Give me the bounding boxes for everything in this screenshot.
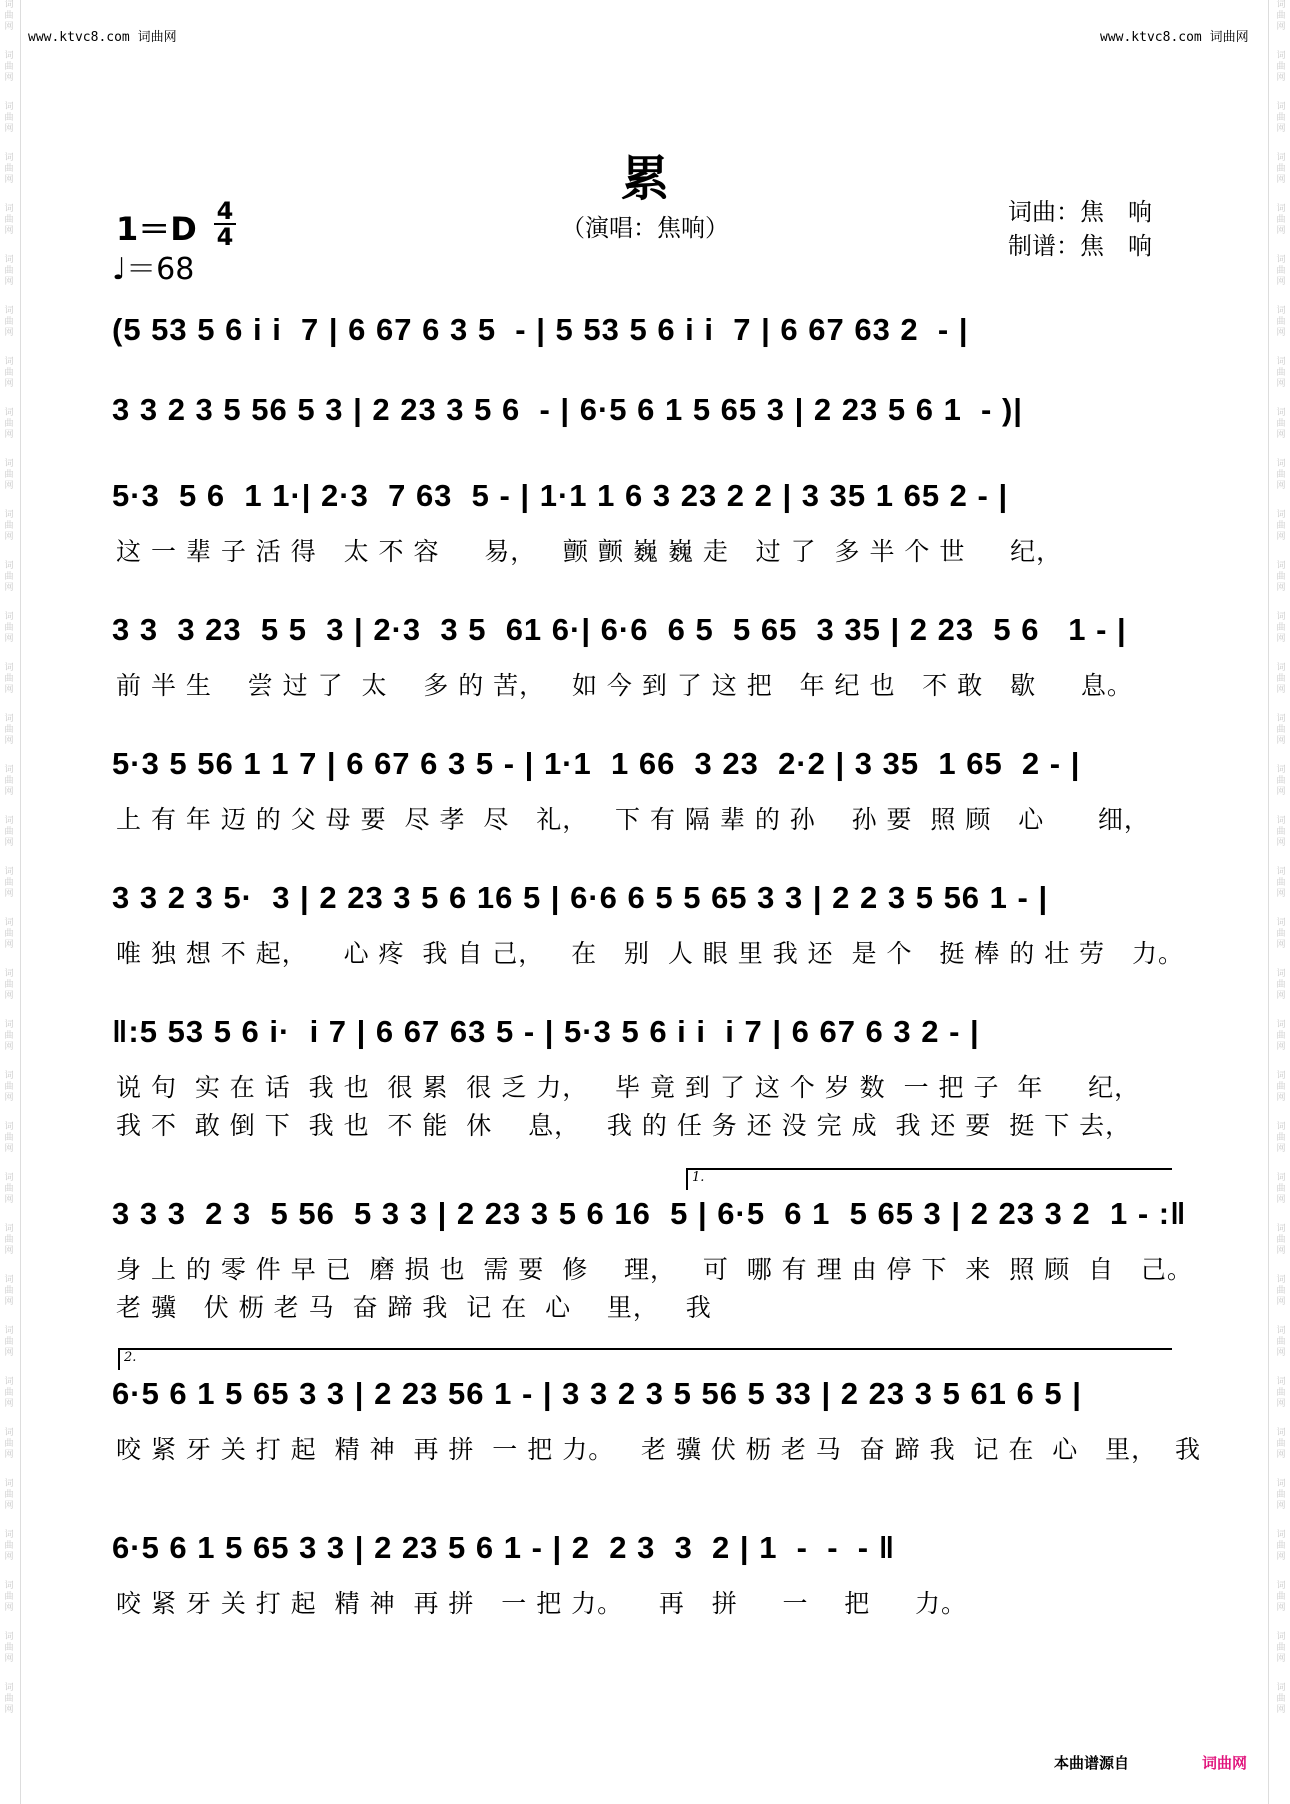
- side-watermark-mark: 词 曲 网: [4, 1275, 14, 1307]
- credit-lyrics-music: 词曲：焦 响: [1008, 198, 1152, 226]
- notation-row: 6·5 6 1 5 65 3 3 | 2 23 5 6 1 - | 2 2 3 3 2 | 1 - - - ‖: [112, 1530, 896, 1565]
- site-header-right[interactable]: www.ktvc8.com 词曲网: [1100, 30, 1249, 45]
- side-watermark-mark: 词 曲 网: [4, 765, 14, 797]
- side-watermark-mark: 词 曲 网: [1276, 1683, 1286, 1715]
- side-watermark-left: [2, 0, 16, 1804]
- notation-row: 5·3 5 6 1 1·| 2·3 7 63 5 - | 1·1 1 6 3 23 2 2 | 3 35 1 65 2 - |: [112, 478, 1009, 513]
- side-watermark-mark: 词 曲 网: [1276, 1479, 1286, 1511]
- side-watermark-mark: 词 曲 网: [1276, 1326, 1286, 1358]
- side-watermark-mark: 词 曲 网: [4, 1632, 14, 1664]
- side-watermark-mark: 词 曲 网: [1276, 459, 1286, 491]
- notation-row: 6·5 6 1 5 65 3 3 | 2 23 56 1 - | 3 3 2 3 5 56 5 33 | 2 23 3 5 61 6 5 |: [112, 1376, 1082, 1411]
- side-watermark-mark: 词 曲 网: [4, 1326, 14, 1358]
- side-watermark-mark: 词 曲 网: [4, 1581, 14, 1613]
- side-watermark-mark: 词 曲 网: [4, 918, 14, 950]
- side-watermark-mark: 词 曲 网: [1276, 153, 1286, 185]
- lyric-line: 咬 紧 牙 关 打 起 精 神 再 拼 一 把 力。 再 拼 一 把 力。: [116, 1589, 968, 1618]
- side-watermark-mark: 词 曲 网: [4, 1224, 14, 1256]
- side-watermark-mark: 词 曲 网: [1276, 969, 1286, 1001]
- side-watermark-mark: 词 曲 网: [4, 459, 14, 491]
- lyric-line: 我 不 敢 倒 下 我 也 不 能 休 息， 我 的 任 务 还 没 完 成 我 还 要 挺 下 去，: [116, 1111, 1132, 1140]
- volta-number: 2.: [124, 1350, 137, 1365]
- side-watermark-mark: 词 曲 网: [4, 510, 14, 542]
- side-watermark-mark: 词 曲 网: [4, 969, 14, 1001]
- side-watermark-mark: 词 曲 网: [4, 816, 14, 848]
- side-watermark-mark: 词 曲 网: [4, 1071, 14, 1103]
- side-watermark-mark: 词 曲 网: [1276, 561, 1286, 593]
- side-watermark-mark: 词 曲 网: [1276, 1377, 1286, 1409]
- side-watermark-mark: 词 曲 网: [4, 306, 14, 338]
- side-watermark-mark: 词 曲 网: [4, 612, 14, 644]
- song-title: 累: [620, 151, 669, 207]
- side-watermark-mark: 词 曲 网: [4, 1479, 14, 1511]
- side-watermark-mark: 词 曲 网: [1276, 867, 1286, 899]
- notation-row: ‖:5 53 5 6 i· i 7 | 6 67 63 5 - | 5·3 5 6 i i i 7 | 6 67 6 3 2 - |: [112, 1014, 980, 1049]
- side-watermark-mark: 词 曲 网: [1276, 1173, 1286, 1205]
- side-watermark-mark: 词 曲 网: [1276, 765, 1286, 797]
- footer-source-site[interactable]: 词曲网: [1202, 1754, 1248, 1772]
- side-watermark-mark: 词 曲 网: [1276, 714, 1286, 746]
- side-watermark-mark: 词 曲 网: [1276, 0, 1286, 32]
- side-watermark-mark: 词 曲 网: [1276, 816, 1286, 848]
- side-watermark-mark: 词 曲 网: [1276, 510, 1286, 542]
- credit-notation: 制谱：焦 响: [1008, 232, 1152, 260]
- side-watermark-mark: 词 曲 网: [4, 663, 14, 695]
- lyric-line: 咬 紧 牙 关 打 起 精 神 再 拼 一 把 力。 老 骥 伏 枥 老 马 奋 蹄 我 记 在 心 里， 我: [116, 1435, 1202, 1464]
- lyric-line: 这 一 辈 子 活 得 太 不 容 易， 颤 颤 巍 巍 走 过 了 多 半 个 世 纪，: [116, 537, 1063, 566]
- side-watermark-mark: 词 曲 网: [4, 1683, 14, 1715]
- side-watermark-mark: 词 曲 网: [4, 1020, 14, 1052]
- time-signature-bottom: 4: [216, 223, 234, 251]
- right-margin-line: [1268, 0, 1269, 1804]
- left-margin-line: [20, 0, 21, 1804]
- side-watermark-mark: 词 曲 网: [1276, 1122, 1286, 1154]
- lyric-line: 身 上 的 零 件 早 已 磨 损 也 需 要 修 理， 可 哪 有 理 由 停 下 来 照 顾 自 己。: [116, 1255, 1193, 1284]
- notation-row: 3 3 2 3 5 56 5 3 | 2 23 3 5 6 - | 6·5 6 1 5 65 3 | 2 23 5 6 1 - )|: [112, 392, 1023, 427]
- side-watermark-mark: 词 曲 网: [1276, 918, 1286, 950]
- time-signature: [214, 197, 236, 251]
- side-watermark-mark: 词 曲 网: [4, 255, 14, 287]
- notation-row: 3 3 3 2 3 5 56 5 3 3 | 2 23 3 5 6 16 5 | 6·5 6 1 5 65 3 | 2 23 3 2 1 - :‖: [112, 1196, 1187, 1231]
- side-watermark-mark: 词 曲 网: [4, 1530, 14, 1562]
- volta-bracket: [686, 1168, 1172, 1190]
- side-watermark-mark: 词 曲 网: [1276, 663, 1286, 695]
- side-watermark-right: [1274, 0, 1288, 1804]
- side-watermark-mark: 词 曲 网: [1276, 306, 1286, 338]
- side-watermark-mark: 词 曲 网: [1276, 102, 1286, 134]
- side-watermark-mark: 词 曲 网: [1276, 1632, 1286, 1664]
- side-watermark-mark: 词 曲 网: [4, 0, 14, 32]
- side-watermark-mark: 词 曲 网: [1276, 1224, 1286, 1256]
- time-signature-top: 4: [216, 197, 234, 225]
- side-watermark-mark: 词 曲 网: [1276, 1581, 1286, 1613]
- side-watermark-mark: 词 曲 网: [4, 408, 14, 440]
- lyric-line: 上 有 年 迈 的 父 母 要 尽 孝 尽 礼， 下 有 隔 辈 的 孙 孙 要 照 顾 心 细，: [116, 805, 1150, 834]
- side-watermark-mark: 词 曲 网: [1276, 204, 1286, 236]
- side-watermark-mark: 词 曲 网: [1276, 1530, 1286, 1562]
- notation-row: (5 53 5 6 i i 7 | 6 67 6 3 5 - | 5 53 5 6 i i 7 | 6 67 63 2 - |: [112, 312, 969, 347]
- site-header-left[interactable]: www.ktvc8.com 词曲网: [28, 30, 177, 45]
- footer-source-label: 本曲谱源自: [1054, 1754, 1130, 1772]
- side-watermark-mark: 词 曲 网: [4, 561, 14, 593]
- volta-number: 1.: [692, 1170, 705, 1185]
- singer-line: （演唱：焦响）: [561, 214, 729, 242]
- notation-row: 3 3 2 3 5· 3 | 2 23 3 5 6 16 5 | 6·6 6 5 5 65 3 3 | 2 2 3 5 56 1 - |: [112, 880, 1049, 915]
- side-watermark-mark: 词 曲 网: [4, 204, 14, 236]
- side-watermark-mark: 词 曲 网: [4, 153, 14, 185]
- key-signature: 1＝D: [116, 210, 197, 248]
- side-watermark-mark: 词 曲 网: [1276, 1275, 1286, 1307]
- lyric-line: 唯 独 想 不 起， 心 疼 我 自 己， 在 别 人 眼 里 我 还 是 个 挺 棒 的 壮 劳 力。: [116, 939, 1184, 968]
- side-watermark-mark: 词 曲 网: [1276, 1071, 1286, 1103]
- lyric-line: 前 半 生 尝 过 了 太 多 的 苦， 如 今 到 了 这 把 年 纪 也 不 敢 歇 息。: [116, 671, 1133, 700]
- notation-row: 5·3 5 56 1 1 7 | 6 67 6 3 5 - | 1·1 1 66 3 23 2·2 | 3 35 1 65 2 - |: [112, 746, 1081, 781]
- lyric-line: 说 句 实 在 话 我 也 很 累 很 乏 力， 毕 竟 到 了 这 个 岁 数 一 把 子 年 纪，: [116, 1073, 1141, 1102]
- side-watermark-mark: 词 曲 网: [4, 51, 14, 83]
- side-watermark-mark: 词 曲 网: [1276, 612, 1286, 644]
- side-watermark-mark: 词 曲 网: [4, 1173, 14, 1205]
- volta-bracket: [118, 1348, 1172, 1370]
- side-watermark-mark: 词 曲 网: [4, 714, 14, 746]
- side-watermark-mark: 词 曲 网: [4, 1377, 14, 1409]
- side-watermark-mark: 词 曲 网: [4, 102, 14, 134]
- side-watermark-mark: 词 曲 网: [1276, 1428, 1286, 1460]
- side-watermark-mark: 词 曲 网: [1276, 408, 1286, 440]
- lyric-line: 老 骥 伏 枥 老 马 奋 蹄 我 记 在 心 里， 我: [116, 1293, 712, 1322]
- side-watermark-mark: 词 曲 网: [1276, 51, 1286, 83]
- tempo-marking: ♩＝68: [112, 252, 195, 287]
- side-watermark-mark: 词 曲 网: [4, 357, 14, 389]
- side-watermark-mark: 词 曲 网: [4, 867, 14, 899]
- side-watermark-mark: 词 曲 网: [4, 1428, 14, 1460]
- side-watermark-mark: 词 曲 网: [1276, 1020, 1286, 1052]
- side-watermark-mark: 词 曲 网: [4, 1122, 14, 1154]
- notation-row: 3 3 3 23 5 5 3 | 2·3 3 5 61 6·| 6·6 6 5 5 65 3 35 | 2 23 5 6 1 - |: [112, 612, 1127, 647]
- side-watermark-mark: 词 曲 网: [1276, 255, 1286, 287]
- side-watermark-mark: 词 曲 网: [1276, 357, 1286, 389]
